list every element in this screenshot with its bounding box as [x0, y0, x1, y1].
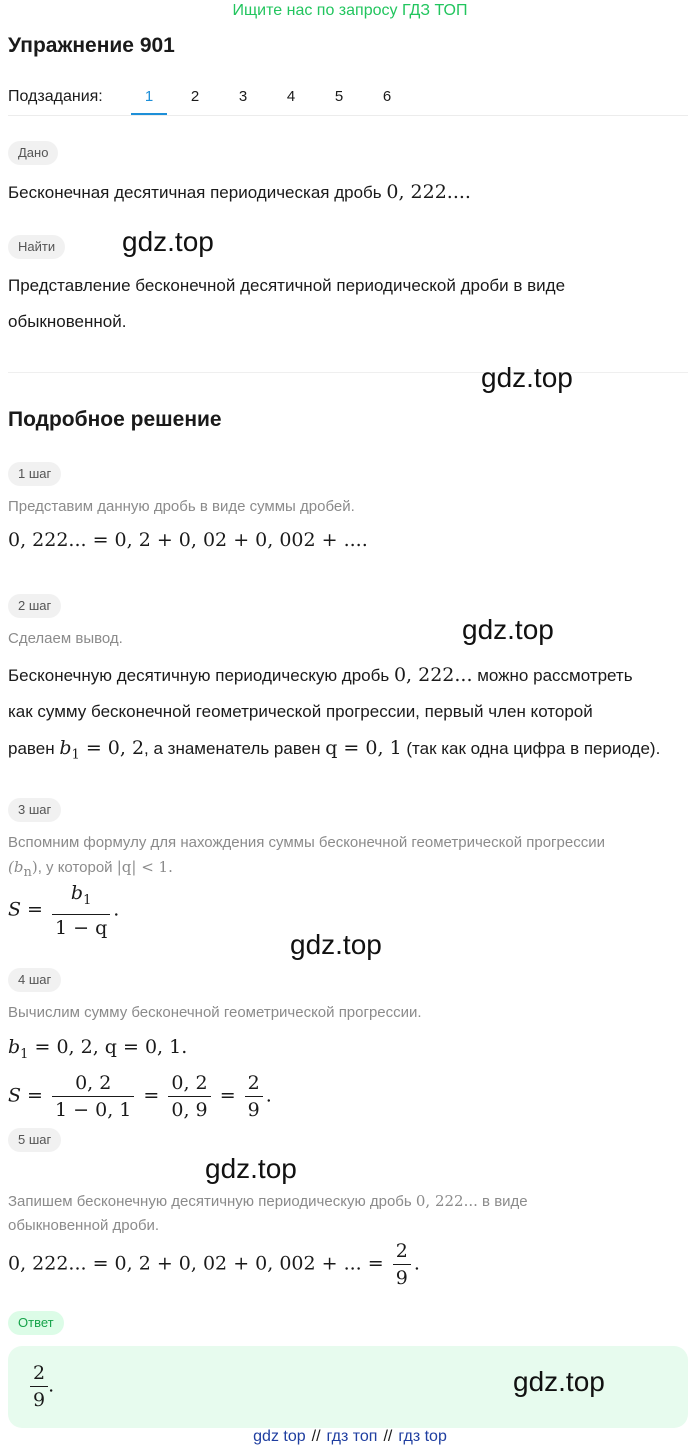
step-3-condition: |q| < 1.: [116, 858, 173, 876]
step-4-fraction-3: [245, 1070, 263, 1123]
step-3-num-sub: 1: [83, 892, 92, 908]
top-banner: Ищите нас по запросу ГДЗ ТОП: [232, 2, 468, 19]
step-2-line-2: как сумму бесконечной геометрической прогрессии, первый член которой: [8, 702, 593, 721]
footer-link-gdz-top[interactable]: gdz top: [253, 1428, 306, 1445]
watermark-1: gdz.top: [122, 226, 214, 257]
given-value: 0, 222....: [386, 181, 471, 203]
section-divider: [8, 372, 688, 373]
step-4-f2-num: 0, 2: [168, 1070, 210, 1097]
step-5-caption-a: Запишем бесконечную десятичную периодическую дробь: [8, 1193, 416, 1210]
answer-end: .: [48, 1374, 55, 1397]
answer-num: 2: [30, 1360, 48, 1387]
step-3-caption-mid: , у которой: [37, 859, 117, 876]
step-2-chip: 2 шаг: [8, 594, 61, 618]
step-4-line-1-rest: = 0, 2, q = 0, 1.: [28, 1036, 188, 1058]
footer-sep-2: //: [383, 1428, 393, 1445]
footer-link-gdz-top-mixed[interactable]: гдз top: [398, 1428, 447, 1445]
answer-chip: Ответ: [8, 1311, 64, 1335]
watermark-4: gdz.top: [290, 929, 382, 960]
tabs-divider: [8, 115, 688, 116]
find-text: [8, 268, 692, 340]
step-5-caption: [8, 1189, 692, 1238]
answer-value: [30, 1360, 54, 1413]
step-5-caption-math: 0, 222...: [415, 1192, 478, 1210]
step-5-math-end: .: [413, 1252, 420, 1275]
step-3-formula: [8, 880, 119, 941]
step-5-math-a: 0, 222... = 0, 2 + 0, 02 + 0, 002 + ... =: [8, 1252, 384, 1275]
step-3-caption-line-1: Вспомним формулу для нахождения суммы бесконечной геометрической прогрессии: [8, 834, 605, 851]
step-3-num-letter: b: [70, 882, 84, 904]
step-4-eq-2: =: [219, 1084, 236, 1107]
step-4-f3-den: 9: [247, 1099, 260, 1121]
step-5-caption-line-1: [8, 1189, 692, 1214]
step-3-formula-end: .: [113, 898, 120, 921]
step-4-f1-den: 1 − 0, 1: [55, 1099, 132, 1121]
tab-subtask-3[interactable]: 3: [238, 88, 248, 105]
step-2-line-1: [8, 657, 692, 694]
tab-subtask-2[interactable]: 2: [190, 88, 200, 105]
step-4-line-1: [8, 1036, 187, 1062]
step-4-fraction-2: [168, 1070, 210, 1123]
subtasks-label: Подзадания:: [8, 88, 103, 105]
solution-title: Подробное решение: [8, 408, 222, 431]
step-3-bn-a: (b: [8, 858, 24, 876]
find-text-line-2: обыкновенной.: [8, 312, 127, 331]
given-chip: Дано: [8, 141, 58, 165]
find-chip: Найти: [8, 235, 65, 259]
step-5-chip: 5 шаг: [8, 1128, 61, 1152]
step-2-line-3-c: , а знаменатель равен: [144, 739, 326, 758]
step-2-q-value: q = 0, 1: [325, 737, 402, 759]
step-4-b-sub: 1: [20, 1046, 29, 1062]
step-2-text: [8, 657, 692, 773]
page-title: Упражнение 901: [8, 34, 175, 57]
answer-fraction: [30, 1360, 48, 1413]
step-5-math: [8, 1238, 420, 1291]
footer-sep-1: //: [311, 1428, 321, 1445]
step-4-f3-num: 2: [245, 1070, 263, 1097]
step-2-line-1-a: Бесконечную десятичную периодическую дробь: [8, 666, 394, 685]
given-text-prefix: Бесконечная десятичная периодическая дробь: [8, 183, 387, 202]
step-2-b-val: = 0, 2: [79, 737, 145, 759]
footer-links: [0, 1428, 700, 1446]
step-5-fraction: [393, 1238, 411, 1291]
step-4-formula: [8, 1070, 272, 1123]
step-3-bn-sub: n: [23, 865, 32, 880]
step-1-math: 0, 222... = 0, 2 + 0, 02 + 0, 002 + ....: [8, 529, 368, 551]
watermark-2: gdz.top: [481, 362, 573, 393]
step-2-b-sub: 1: [71, 747, 80, 763]
step-1-caption: Представим данную дробь в виде суммы дробей.: [8, 498, 355, 515]
step-4-chip: 4 шаг: [8, 968, 61, 992]
step-3-bn-b: ): [31, 858, 38, 876]
step-4-f2-den: 0, 9: [171, 1099, 208, 1121]
footer-link-gdz-top-ru[interactable]: гдз топ: [326, 1428, 378, 1445]
step-2-caption: Сделаем вывод.: [8, 630, 123, 647]
step-4-f1-num: 0, 2: [52, 1070, 134, 1097]
step-3-formula-s: S =: [8, 898, 43, 921]
step-4-b-letter: b: [8, 1036, 21, 1058]
watermark-5: gdz.top: [205, 1153, 297, 1184]
step-2-b-letter: b: [59, 737, 72, 759]
tab-subtask-4[interactable]: 4: [286, 88, 296, 105]
step-4-caption: Вычислим сумму бесконечной геометрической прогрессии.: [8, 1004, 422, 1021]
step-2-line-1-b: можно рассмотреть: [472, 666, 633, 685]
watermark-3: gdz.top: [462, 614, 554, 645]
step-3-caption: [8, 831, 692, 885]
tab-subtask-1[interactable]: 1: [144, 88, 154, 105]
step-3-fraction: [52, 880, 110, 941]
step-2-line-3: [8, 730, 692, 773]
step-4-eq-1: =: [143, 1084, 160, 1107]
given-text: [8, 174, 692, 211]
answer-den: 9: [33, 1389, 46, 1411]
step-2-line-3-a: равен: [8, 739, 60, 758]
step-3-fraction-num: [52, 880, 110, 915]
step-3-chip: 3 шаг: [8, 798, 61, 822]
step-5-f-den: 9: [395, 1267, 408, 1289]
step-3-fraction-den: 1 − q: [55, 916, 108, 939]
step-5-caption-b: в виде: [477, 1193, 528, 1210]
tab-subtask-6[interactable]: 6: [382, 88, 392, 105]
step-5-f-num: 2: [393, 1238, 411, 1265]
step-2-line-1-math: 0, 222...: [393, 664, 473, 686]
tab-subtask-5[interactable]: 5: [334, 88, 344, 105]
find-text-line-1: Представление бесконечной десятичной периодической дроби в виде: [8, 276, 566, 295]
step-4-eq-end: .: [265, 1084, 272, 1107]
step-5-caption-line-2: обыкновенной дроби.: [8, 1217, 160, 1234]
step-2-line-3-d: (так как одна цифра в периоде).: [401, 739, 661, 758]
watermark-6: gdz.top: [513, 1366, 605, 1397]
step-4-fraction-1: [52, 1070, 134, 1123]
step-1-chip: 1 шаг: [8, 462, 61, 486]
step-4-s: S =: [8, 1084, 43, 1107]
active-tab-indicator: [131, 113, 167, 115]
